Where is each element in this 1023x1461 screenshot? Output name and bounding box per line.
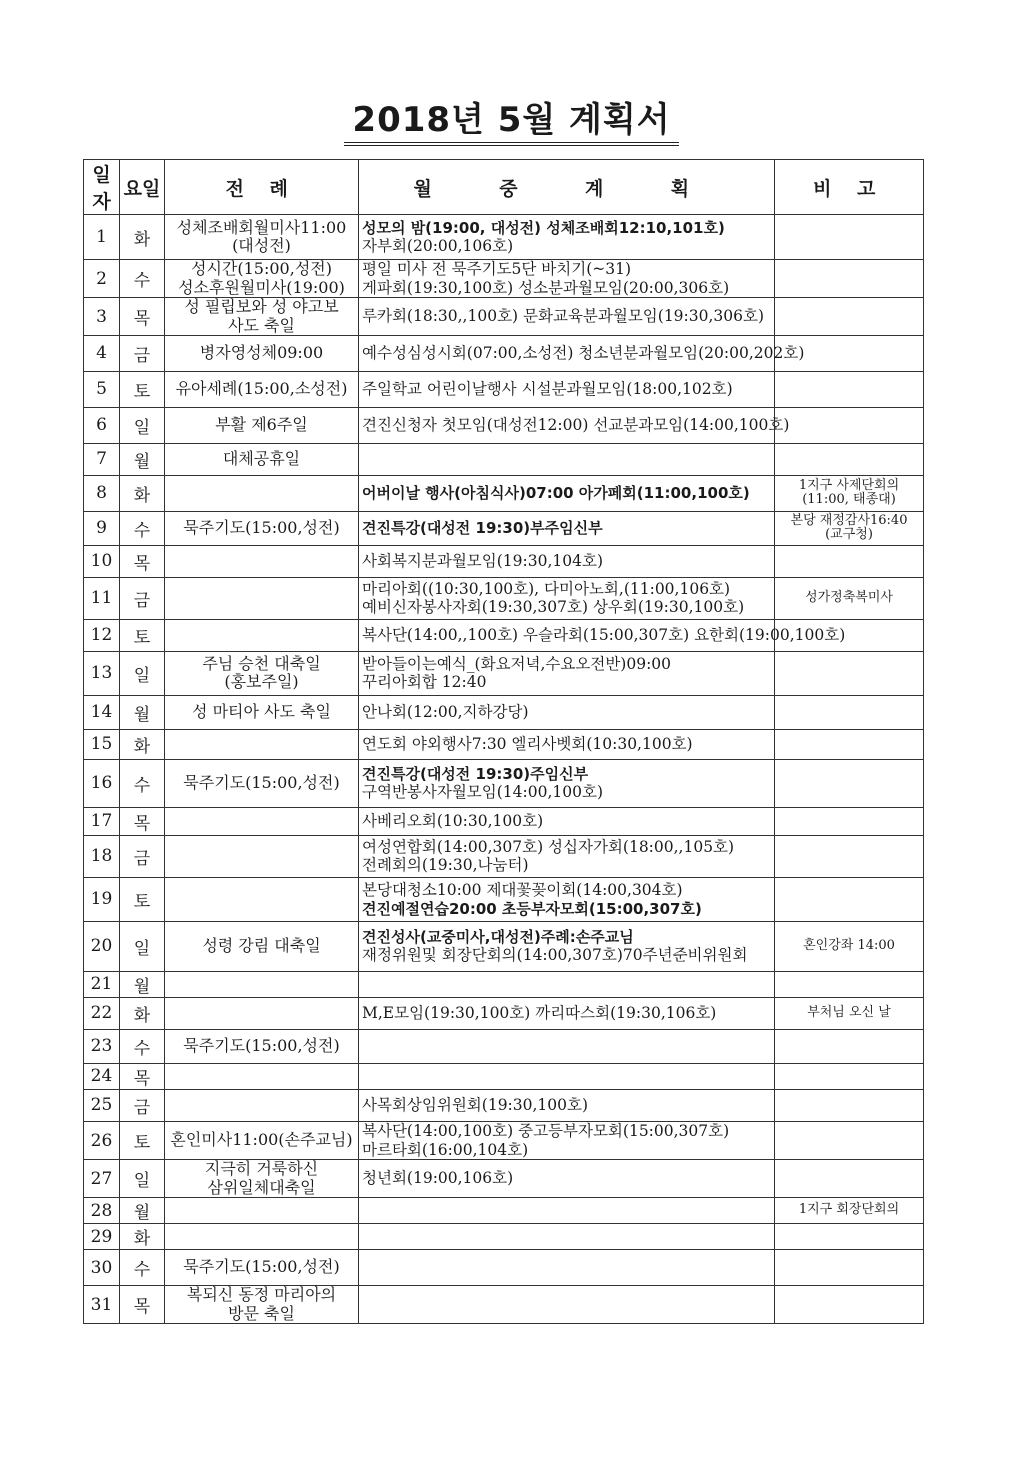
liturgy-line: 성체조배회월미사11:00 [176,217,347,237]
plan-cell [359,997,775,1029]
table-row [84,759,924,807]
plan-cell [359,619,846,651]
note-cell [775,997,924,1029]
note-cell [775,695,924,729]
day-cell: 2 [84,260,120,298]
table-row [84,651,924,695]
plan-line: 견진성사(교중미사,대성전)주례:손주교님 [362,928,634,947]
plan-line: 꾸리아회합 12:40 [362,673,487,692]
liturgy-line: 유아세례(15:00,소성전) [175,379,348,399]
table-row [84,921,924,971]
plan-cell [359,759,775,807]
plan-line: 연도회 야외행사7:30 엘리사벳회(10:30,100호) [362,735,693,754]
plan-line: 자부회(20:00,106호) [362,236,514,255]
plan-cell [359,443,775,475]
plan-cell [359,298,775,336]
liturgy-line: 삼위일체대축일 [207,1177,316,1197]
note-cell [775,729,924,759]
liturgy-line: 방문 축일 [228,1303,295,1323]
liturgy-cell [165,407,359,443]
note-cell [775,971,924,997]
plan-cell [359,695,775,729]
liturgy-line: 묵주기도(15:00,성전) [183,1036,340,1056]
plan-cell [359,511,775,545]
table-row [84,335,924,371]
plan-cell [359,1089,775,1121]
plan-line: 평일 미사 전 묵주기도5단 바치기(~31) [362,260,632,278]
liturgy-cell [165,1160,359,1198]
weekday-cell: 목 [120,807,165,835]
plan-line: 본당대청소10:00 제대꽃꽂이회(14:00,304호) [362,881,683,900]
day-cell: 26 [84,1121,120,1159]
note-line: 성가정축복미사 [805,590,893,605]
table-row [84,260,924,298]
table-row [84,1121,924,1159]
weekday-cell: 목 [120,1063,165,1089]
note-cell [775,651,924,695]
note-cell [775,1198,924,1224]
weekday-cell: 월 [120,1198,165,1224]
liturgy-line: 성령 강림 대축일 [202,936,321,956]
table-row [84,545,924,577]
liturgy-cell [165,997,359,1029]
day-cell: 1 [84,215,120,260]
table-row [84,511,924,545]
liturgy-cell [165,1286,359,1324]
day-cell: 30 [84,1250,120,1286]
weekday-cell: 금 [120,1089,165,1121]
liturgy-cell [165,577,359,619]
note-cell [775,298,924,336]
liturgy-line: (대성전) [232,236,291,255]
weekday-cell: 월 [120,695,165,729]
liturgy-line: 병자영성체09:00 [199,343,324,363]
plan-cell [359,545,775,577]
table-row [84,877,924,921]
day-cell: 29 [84,1224,120,1250]
liturgy-cell [165,1224,359,1250]
table-row [84,1029,924,1063]
liturgy-cell [165,1029,359,1063]
liturgy-cell [165,695,359,729]
liturgy-cell [165,1121,359,1159]
plan-line: 사회복지분과월모임(19:30,104호) [362,552,604,571]
page-title-text: 2018년 5월 계획서 [344,100,678,146]
plan-line: 게파회(19:30,100호) 성소분과월모임(20:00,306호) [362,278,730,297]
header-liturgy: 전 례 [165,160,359,215]
plan-line: 견진특강(대성전 19:30)주임신부 [362,765,589,784]
day-cell: 5 [84,371,120,407]
monthly-plan-table [83,159,924,1324]
liturgy-cell [165,1089,359,1121]
liturgy-cell [165,1063,359,1089]
table-row [84,215,924,260]
plan-cell [359,921,775,971]
plan-line: 받아들이는예식_(화요저녁,수요오전반)09:00 [362,654,672,673]
liturgy-line: 성 마티아 사도 축일 [192,702,331,722]
plan-line: 사베리오회(10:30,100호) [362,812,544,831]
weekday-cell: 월 [120,443,165,475]
plan-cell [359,807,775,835]
plan-cell [359,1121,775,1159]
plan-cell [359,577,775,619]
plan-cell [359,651,775,695]
liturgy-cell [165,443,359,475]
weekday-cell: 수 [120,1250,165,1286]
table-row [84,1063,924,1089]
table-row [84,371,924,407]
plan-line: 안나회(12:00,지하강당) [362,703,529,722]
plan-cell [359,215,775,260]
plan-line: 사목회상임위원회(19:30,100호) [362,1096,589,1115]
plan-line: 전례회의(19:30,나눔터) [362,856,529,875]
note-cell [775,1224,924,1250]
note-cell [775,443,924,475]
liturgy-line: 묵주기도(15:00,성전) [183,773,340,793]
note-cell [775,1063,924,1089]
note-cell [775,807,924,835]
plan-cell [359,1063,775,1089]
plan-line: 견진예절연습20:00 초등부자모회(15:00,307호) [362,899,702,918]
day-cell: 20 [84,921,120,971]
plan-line: 마르타회(16:00,104호) [362,1140,529,1159]
weekday-cell: 일 [120,651,165,695]
liturgy-cell [165,475,359,511]
liturgy-cell [165,729,359,759]
plan-cell [359,475,775,511]
plan-cell [359,1286,775,1324]
plan-line: 복사단(14:00,100호) 중고등부자모회(15:00,307호) [362,1121,730,1140]
liturgy-line: 지극히 거룩하신 [204,1159,319,1179]
plan-cell [359,1224,775,1250]
note-line: 본당 재정감사16:40 [790,512,908,528]
note-line: (교구청) [825,527,873,543]
day-cell: 15 [84,729,120,759]
note-line: 1지구 사제단회의 [798,477,900,493]
weekday-cell: 일 [120,1160,165,1198]
day-cell: 16 [84,759,120,807]
plan-cell [359,971,775,997]
liturgy-cell [165,651,359,695]
weekday-cell: 화 [120,729,165,759]
liturgy-cell [165,335,359,371]
table-row [84,695,924,729]
weekday-cell: 토 [120,1121,165,1159]
table-row [84,729,924,759]
day-cell: 10 [84,545,120,577]
table-body [84,215,924,1324]
note-cell [775,835,924,877]
day-cell: 4 [84,335,120,371]
liturgy-line: 성 필립보와 성 야고보 [184,297,339,317]
table-header-row [84,160,924,215]
plan-line: 주일학교 어린이날행사 시설분과월모임(18:00,102호) [362,380,733,399]
liturgy-cell [165,619,359,651]
note-line: 혼인강좌 14:00 [803,938,895,953]
plan-line: 여성연합회(14:00,307호) 성십자가회(18:00,,105호) [362,837,735,856]
weekday-cell: 화 [120,997,165,1029]
day-cell: 9 [84,511,120,545]
liturgy-line: 혼인미사11:00(손주교님) [170,1130,353,1150]
liturgy-cell [165,971,359,997]
day-cell: 3 [84,298,120,336]
day-cell: 11 [84,577,120,619]
day-cell: 22 [84,997,120,1029]
table-row [84,1160,924,1198]
table-row [84,835,924,877]
note-cell [775,371,924,407]
note-line: 부처님 오신 날 [807,1005,891,1020]
day-cell: 12 [84,619,120,651]
table-row [84,997,924,1029]
weekday-cell: 금 [120,577,165,619]
weekday-cell: 목 [120,298,165,336]
plan-line: 견진특강(대성전 19:30)부주임신부 [362,519,603,538]
note-cell [775,1089,924,1121]
liturgy-cell [165,759,359,807]
weekday-cell: 토 [120,371,165,407]
note-line: 1지구 회장단회의 [798,1202,900,1218]
liturgy-line: 복되신 동정 마리아의 [186,1285,337,1305]
note-cell [775,577,924,619]
liturgy-line: 묵주기도(15:00,성전) [183,1257,340,1277]
table-row [84,1250,924,1286]
plan-line: M,E모임(19:30,100호) 까리따스회(19:30,106호) [362,1004,717,1023]
plan-line: 구역반봉사자월모임(14:00,100호) [362,783,604,802]
note-cell [775,215,924,260]
weekday-cell: 월 [120,971,165,997]
plan-line: 청년회(19:00,106호) [362,1169,514,1188]
liturgy-line: 사도 축일 [228,315,295,335]
weekday-cell: 금 [120,335,165,371]
day-cell: 21 [84,971,120,997]
weekday-cell: 토 [120,877,165,921]
liturgy-line: (홍보주일) [224,672,299,692]
table-row [84,807,924,835]
plan-cell [359,260,775,298]
liturgy-cell [165,807,359,835]
weekday-cell: 목 [120,545,165,577]
note-line: (11:00, 태종대) [802,492,896,508]
header-note: 비 고 [775,160,924,215]
weekday-cell: 수 [120,260,165,298]
note-cell [775,877,924,921]
table-row [84,1089,924,1121]
day-cell: 18 [84,835,120,877]
liturgy-cell [165,921,359,971]
note-cell [775,1250,924,1286]
weekday-cell: 일 [120,921,165,971]
plan-cell [359,877,775,921]
plan-line: 예수성심성시회(07:00,소성전) 청소년분과월모임(20:00,202호) [362,344,805,363]
note-cell [775,407,924,443]
weekday-cell: 수 [120,1029,165,1063]
plan-cell [359,1250,775,1286]
header-weekday: 요일 [120,160,165,215]
weekday-cell: 화 [120,1224,165,1250]
table-row [84,577,924,619]
note-cell [775,475,924,511]
day-cell: 31 [84,1286,120,1324]
liturgy-line: 대체공휴일 [222,449,301,469]
day-cell: 24 [84,1063,120,1089]
day-cell: 27 [84,1160,120,1198]
note-cell [775,511,924,545]
liturgy-cell [165,215,359,260]
plan-line: 어버이날 행사(아침식사)07:00 아가페회(11:00,100호) [362,484,750,503]
table-row [84,971,924,997]
day-cell: 19 [84,877,120,921]
weekday-cell: 금 [120,835,165,877]
liturgy-line: 성소후원월미사(19:00) [178,277,345,297]
header-day: 일자 [84,160,120,215]
table-row [84,1286,924,1324]
liturgy-line: 묵주기도(15:00,성전) [183,518,340,538]
note-cell [775,1286,924,1324]
plan-line: 성모의 밤(19:00, 대성전) 성체조배회12:10,101호) [362,218,725,237]
plan-line: 루카회(18:30,,100호) 문화교육분과월모임(19:30,306호) [362,307,765,326]
note-cell [775,260,924,298]
table-row [84,443,924,475]
table-row [84,1224,924,1250]
table-row [84,1198,924,1224]
plan-cell [359,1160,775,1198]
plan-line: 마리아회((10:30,100호), 다미아노회,(11:00,106호) [362,579,731,598]
weekday-cell: 화 [120,215,165,260]
liturgy-cell [165,545,359,577]
note-cell [775,1121,924,1159]
plan-line: 재정위원및 회장단회의(14:00,307호)70주년준비위원회 [362,946,748,965]
note-cell [775,921,924,971]
day-cell: 23 [84,1029,120,1063]
liturgy-cell [165,877,359,921]
liturgy-cell [165,511,359,545]
plan-cell [359,1029,775,1063]
day-cell: 13 [84,651,120,695]
note-cell [775,1029,924,1063]
table-row [84,475,924,511]
liturgy-cell [165,371,359,407]
liturgy-cell [165,1198,359,1224]
liturgy-cell [165,1250,359,1286]
table-row [84,619,924,651]
header-plan: 월 중 계 획 [359,160,775,215]
day-cell: 17 [84,807,120,835]
weekday-cell: 목 [120,1286,165,1324]
day-cell: 8 [84,475,120,511]
weekday-cell: 일 [120,407,165,443]
weekday-cell: 수 [120,759,165,807]
table-row [84,407,924,443]
page-title [0,92,1023,141]
table-row [84,298,924,336]
note-cell [775,759,924,807]
day-cell: 25 [84,1089,120,1121]
day-cell: 14 [84,695,120,729]
plan-cell [359,371,775,407]
plan-cell [359,729,775,759]
liturgy-line: 부활 제6주일 [215,415,308,435]
plan-cell [359,1198,775,1224]
note-cell [775,545,924,577]
liturgy-cell [165,835,359,877]
day-cell: 7 [84,443,120,475]
plan-cell [359,335,805,371]
plan-cell [359,835,775,877]
note-cell [775,1160,924,1198]
weekday-cell: 토 [120,619,165,651]
liturgy-line: 주님 승천 대축일 [202,654,321,674]
day-cell: 6 [84,407,120,443]
weekday-cell: 화 [120,475,165,511]
plan-line: 복사단(14:00,,100호) 우슬라회(15:00,307호) 요한회(19:00,100호) [362,626,846,645]
weekday-cell: 수 [120,511,165,545]
liturgy-cell [165,298,359,336]
plan-line: 견진신청자 첫모임(대성전12:00) 선교분과모임(14:00,100호) [362,416,790,435]
plan-cell [359,407,790,443]
plan-line: 예비신자봉사자회(19:30,307호) 상우회(19:30,100호) [362,598,745,617]
day-cell: 28 [84,1198,120,1224]
liturgy-line: 성시간(15:00,성전) [191,259,332,279]
liturgy-cell [165,260,359,298]
